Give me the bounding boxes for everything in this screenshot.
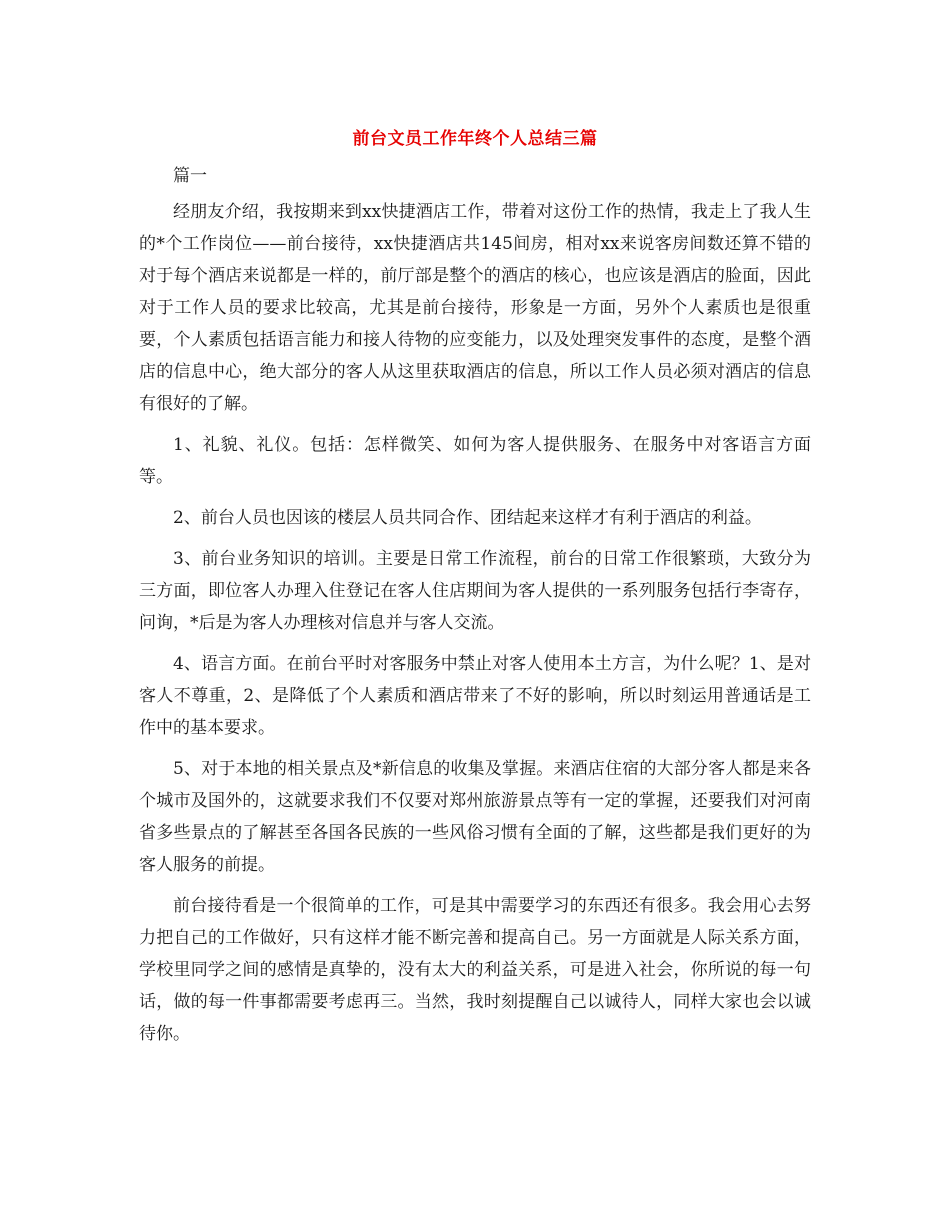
paragraph-item-5: 5、对于本地的相关景点及*新信息的收集及掌握。来酒店住宿的大部分客人都是来各个城市及国外的，这就要求我们不仅要对郑州旅游景点等有一定的掌握，还要我们对河南省多些景点的了解甚至各国各民族的一些风俗习惯有全面的了解，这些都是我们更好的为客人服务的前提。 — [139, 759, 811, 875]
paragraph-item-4: 4、语言方面。在前台平时对客服务中禁止对客人使用本土方言，为什么呢？1、是对客人不尊重，2、是降低了个人素质和酒店带来了不好的影响，所以时刻运用普通话是工作中的基本要求。 — [139, 654, 811, 738]
document-title: 前台文员工作年终个人总结三篇 — [352, 129, 598, 149]
paragraph-item-2: 2、前台人员也因该的楼层人员共同合作、团结起来这样才有利于酒店的利益。 — [173, 508, 762, 528]
paragraph-item-3: 3、前台业务知识的培训。主要是日常工作流程，前台的日常工作很繁琐，大致分为三方面，即位客人办理入住登记在客人住店期间为客人提供的一系列服务包括行李寄存，问询，*后是为客人办理核对信息并与客人交流。 — [139, 549, 811, 633]
paragraph-item-1: 1、礼貌、礼仪。包括：怎样微笑、如何为客人提供服务、在服务中对客语言方面等。 — [139, 435, 811, 487]
paragraph-conclusion: 前台接待看是一个很简单的工作，可是其中需要学习的东西还有很多。我会用心去努力把自己的工作做好，只有这样才能不断完善和提高自己。另一方面就是人际关系方面，学校里同学之间的感情是真挚的，没有太大的利益关系，可是进入社会，你所说的每一句话，做的每一件事都需要考虑再三。当然，我时刻提醒自己以诚待人，同样大家也会以诚待你。 — [139, 896, 811, 1044]
paragraph-intro: 经朋友介绍，我按期来到xx快捷酒店工作，带着对这份工作的热情，我走上了我人生的*个工作岗位——前台接待，xx快捷酒店共145间房，相对xx来说客房间数还算不错的对于每个酒店来说都是一样的，前厅部是整个的酒店的核心，也应该是酒店的脸面，因此对于工作人员的要求比较高，尤其是前台接待，形象是一方面，另外个人素质也是很重要，个人素质包括语言能力和接人待物的应变能力，以及处理突发事件的态度，是整个酒店的信息中心，绝大部分的客人从这里获取酒店的信息，所以工作人员必须对酒店的信息有很好的了解。 — [139, 202, 811, 414]
section-heading: 篇一 — [173, 166, 207, 186]
document-body — [139, 160, 811, 1059]
